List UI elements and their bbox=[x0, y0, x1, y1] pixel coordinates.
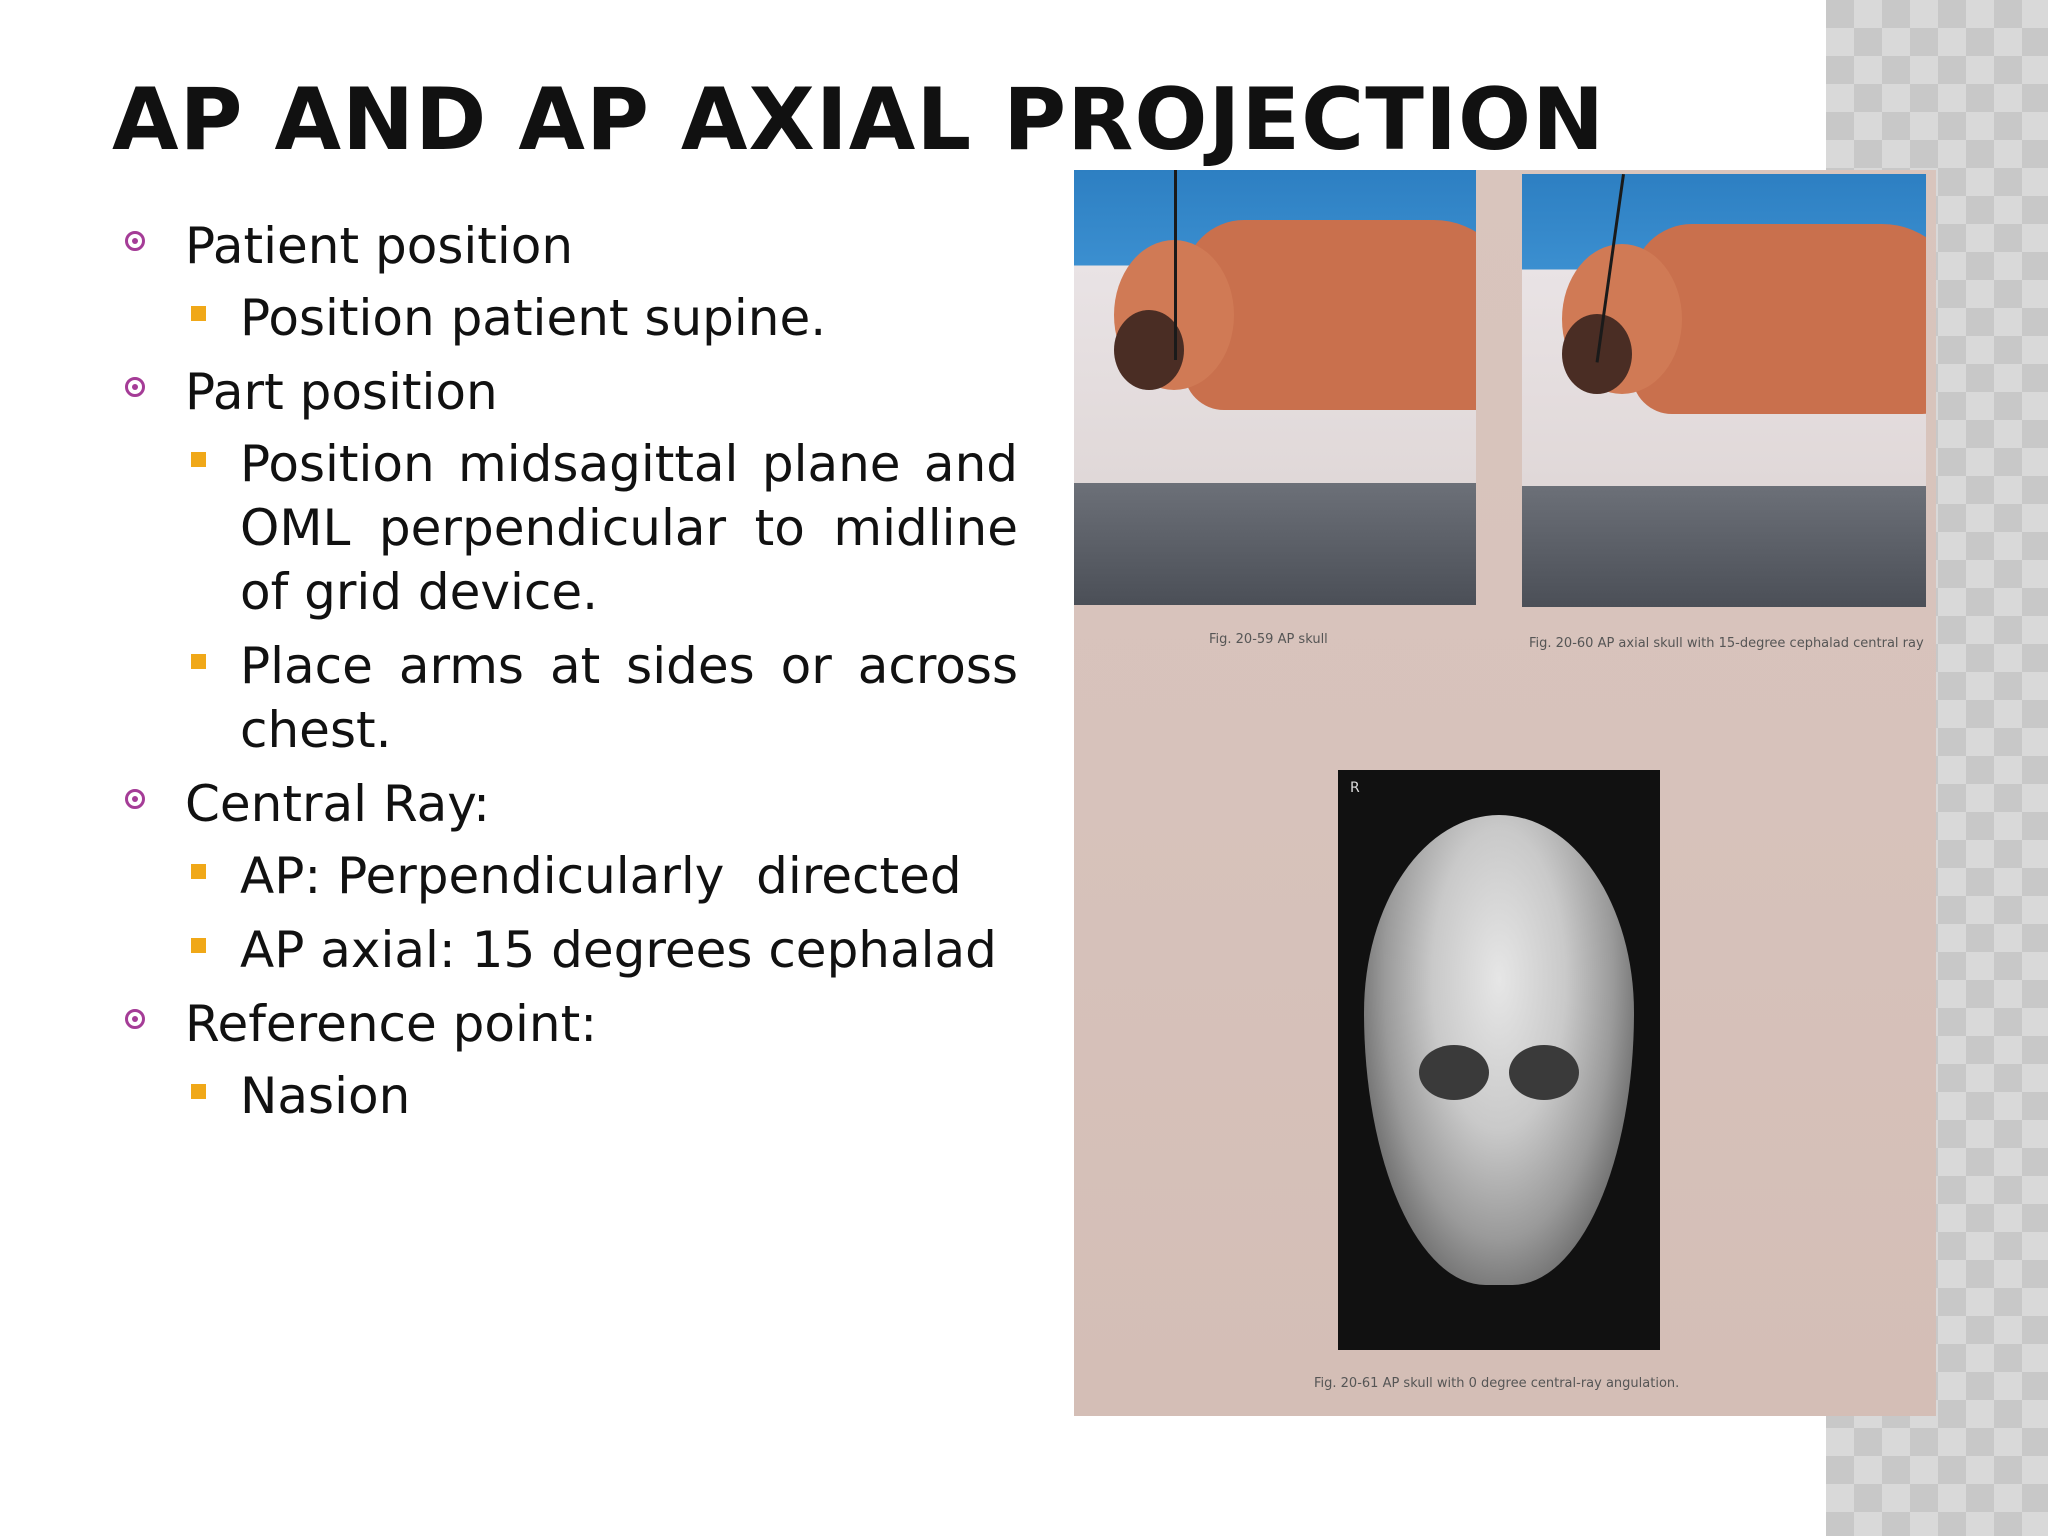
bullet-label: Part position bbox=[185, 363, 498, 421]
sub-bullet bbox=[125, 432, 1018, 624]
bullet-patient-position bbox=[125, 214, 1018, 278]
square-bullet-icon bbox=[191, 1084, 206, 1099]
ap-skull-photo bbox=[1074, 170, 1476, 605]
square-bullet-icon bbox=[191, 864, 206, 879]
sub-bullet-text: AP: Perpendicularly directed bbox=[240, 847, 962, 905]
sub-bullet-text: Place arms at sides or across chest. bbox=[240, 637, 1018, 759]
circle-bullet-icon bbox=[125, 1009, 145, 1029]
circle-bullet-icon bbox=[125, 231, 145, 251]
bullet-label: Reference point: bbox=[185, 995, 598, 1053]
circle-bullet-icon bbox=[125, 377, 145, 397]
bullet-list bbox=[125, 214, 1018, 1138]
square-bullet-icon bbox=[191, 306, 206, 321]
bullet-part-position bbox=[125, 360, 1018, 424]
bullet-label: Patient position bbox=[185, 217, 574, 275]
sub-bullet bbox=[125, 918, 1018, 982]
square-bullet-icon bbox=[191, 452, 206, 467]
figure-caption: Fig. 20-60 AP axial skull with 15-degree cephalad central ray bbox=[1529, 636, 1924, 651]
circle-bullet-icon bbox=[125, 789, 145, 809]
sub-bullet bbox=[125, 1064, 1018, 1128]
bullet-label: Central Ray: bbox=[185, 775, 491, 833]
ap-axial-skull-photo bbox=[1522, 174, 1926, 607]
sub-bullet-text: Position patient supine. bbox=[240, 289, 827, 347]
bullet-central-ray bbox=[125, 772, 1018, 836]
sub-bullet-text: Nasion bbox=[240, 1067, 411, 1125]
skull-radiograph bbox=[1364, 815, 1634, 1285]
textbook-figure-image bbox=[1074, 170, 1936, 1416]
figure-caption: Fig. 20-61 AP skull with 0 degree central-ray angulation. bbox=[1314, 1376, 1680, 1391]
bullet-reference-point bbox=[125, 992, 1018, 1056]
sub-bullet-text: Position midsagittal plane and OML perpendicular to midline of grid device. bbox=[240, 435, 1018, 621]
sub-bullet bbox=[125, 286, 1018, 350]
xray-side-marker: R bbox=[1350, 780, 1360, 796]
sub-bullet bbox=[125, 634, 1018, 762]
sub-bullet bbox=[125, 844, 1018, 908]
sub-bullet-text: AP axial: 15 degrees cephalad bbox=[240, 921, 997, 979]
central-ray-line bbox=[1174, 170, 1177, 360]
figure-caption: Fig. 20-59 AP skull bbox=[1209, 632, 1328, 647]
slide-title: AP AND AP AXIAL PROJECTION bbox=[112, 70, 1606, 170]
skull-xray bbox=[1338, 770, 1660, 1350]
square-bullet-icon bbox=[191, 654, 206, 669]
square-bullet-icon bbox=[191, 938, 206, 953]
